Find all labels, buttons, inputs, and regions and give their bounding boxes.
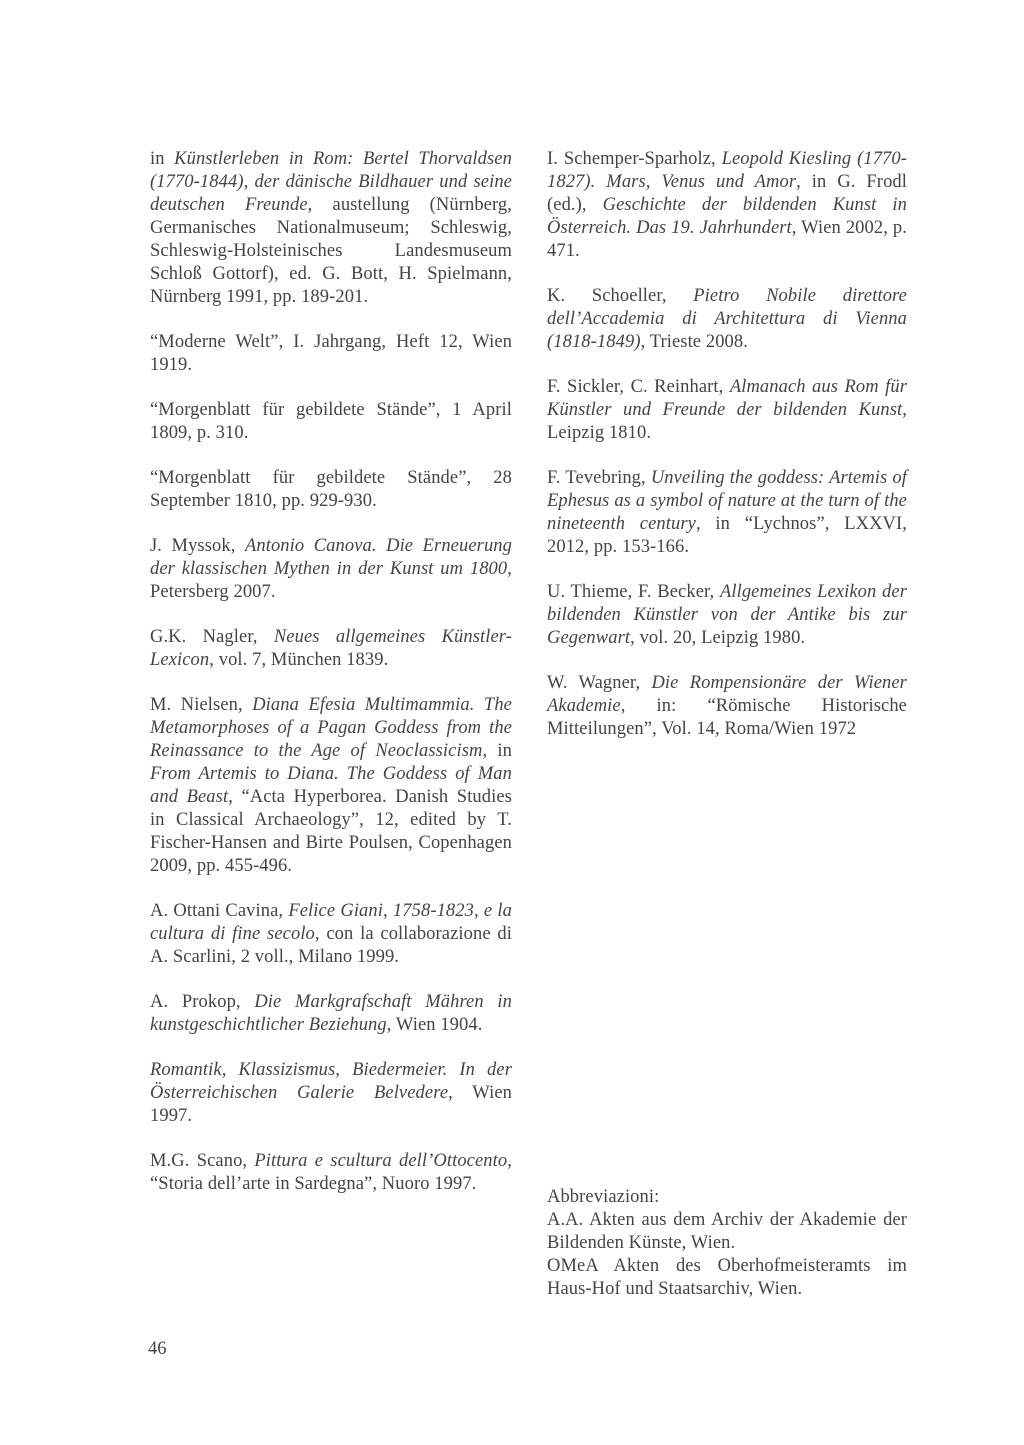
entry-text-segment: , vol. 20, Leipzig 1980. <box>630 628 806 648</box>
entry-title-segment: From Artemis to Diana. The Goddess of Man and Beast <box>150 764 512 807</box>
entry-text-segment: “Moderne Welt”, I. Jahrgang, Heft 12, Wien 1919. <box>150 332 512 375</box>
entry-title-segment: Geschichte der bildenden Kunst in Österreich. Das 19. Jahrhundert <box>547 195 907 238</box>
entry-title-segment: Felice Giani, 1758-1823, e la cultura di fine secolo <box>150 901 512 944</box>
entry-text-segment: G.K. Nagler, <box>150 627 274 647</box>
bibliography-entry <box>150 1059 512 1128</box>
bibliography-left-column <box>150 148 512 1218</box>
entry-text-segment: , in “Lychnos”, LXXVI, 2012, pp. 153-166. <box>547 514 907 557</box>
bibliography-entry <box>150 535 512 604</box>
entry-text-segment: , “Acta Hyperborea. Danish Studies in Classical Archaeology”, 12, edited by T. Fischer-Hansen and Birte Poulsen, Copenhagen 2009, pp. 455-496. <box>150 787 512 876</box>
abbreviations-heading: Abbreviazioni: <box>547 1187 660 1207</box>
bibliography-entry <box>150 467 512 513</box>
entry-title-segment: Künstlerleben in Rom: Bertel Thorvaldsen (1770-1844), der dänische Bildhauer und seine deutschen Freunde <box>150 149 512 215</box>
abbreviation-line: OMeA Akten des Oberhofmeisteramts im Haus-Hof und Staatsarchiv, Wien. <box>547 1256 907 1299</box>
entry-text-segment: M.G. Scano, <box>150 1151 255 1171</box>
entry-title-segment: Neues allgemeines Künstler-Lexicon <box>150 627 512 670</box>
entry-text-segment: , “Storia dell’arte in Sardegna”, Nuoro 1997. <box>150 1151 512 1194</box>
bibliography-entry <box>150 694 512 878</box>
bibliography-entry <box>150 991 512 1037</box>
entry-text-segment: , Wien 1997. <box>150 1083 512 1126</box>
entry-title-segment: Romantik, Klassizismus, Biedermeier. In der Österreichischen Galerie Belvedere <box>150 1060 512 1103</box>
bibliography-entry <box>150 148 512 309</box>
bibliography-entry <box>547 376 907 445</box>
bibliography-entry <box>547 672 907 741</box>
entry-text-segment: , in <box>482 741 512 761</box>
entry-text-segment: , vol. 7, München 1839. <box>209 650 389 670</box>
entry-text-segment: , Trieste 2008. <box>640 332 748 352</box>
entry-text-segment: A. Ottani Cavina, <box>150 901 289 921</box>
entry-text-segment: F. Tevebring, <box>547 468 651 488</box>
bibliography-right-column <box>547 148 907 763</box>
entry-text-segment: , Wien 2002, p. 471. <box>547 218 907 261</box>
entry-text-segment: , con la collaborazione di A. Scarlini, 2 voll., Milano 1999. <box>150 924 512 967</box>
entry-text-segment: “Morgenblatt für gebildete Stände”, 1 April 1809, p. 310. <box>150 400 512 443</box>
entry-title-segment: Diana Efesia Multimammia. The Metamorphoses of a Pagan Goddess from the Reinassance to the Age of Neoclassicism <box>150 695 512 761</box>
entry-title-segment: Die Rompensionäre der Wiener Akademie <box>547 673 907 716</box>
entry-text-segment: , austellung (Nürnberg, Germanisches Nationalmuseum; Schleswig, Schleswig-Holsteinisches Landesmuseum Schloß Gottorf), ed. G. Bott, H. Spielmann, Nürnberg 1991, pp. 189-201. <box>150 195 512 307</box>
entry-text-segment: A. Prokop, <box>150 992 255 1012</box>
entry-text-segment: M. Nielsen, <box>150 695 253 715</box>
entry-title-segment: Allgemeines Lexikon der bildenden Künstler von der Antike bis zur Gegenwart <box>547 582 907 648</box>
entry-title-segment: Antonio Canova. Die Erneuerung der klassischen Mythen in der Kunst um 1800 <box>150 536 512 579</box>
entry-text-segment: K. Schoeller, <box>547 286 694 306</box>
entry-text-segment: , in: “Römische Historische Mitteilungen”, Vol. 14, Roma/Wien 1972 <box>547 696 907 739</box>
bibliography-entry <box>150 1150 512 1196</box>
bibliography-entry <box>150 399 512 445</box>
entry-text-segment: I. Schemper-Sparholz, <box>547 149 722 169</box>
entry-text-segment: , Petersberg 2007. <box>150 559 512 602</box>
entry-text-segment: J. Myssok, <box>150 536 245 556</box>
bibliography-entry <box>150 626 512 672</box>
bibliography-entry <box>547 581 907 650</box>
entry-text-segment: , Wien 1904. <box>386 1015 483 1035</box>
entry-title-segment: Pittura e scultura dell’Ottocento <box>254 1151 508 1171</box>
entry-text-segment: “Morgenblatt für gebildete Stände”, 28 September 1810, pp. 929-930. <box>150 468 512 511</box>
entry-title-segment: Leopold Kiesling (1770-1827). Mars, Venus und Amor <box>547 149 908 192</box>
bibliography-entry <box>547 467 907 559</box>
entry-text-segment: in <box>150 149 175 169</box>
entry-text-segment: , in G. Frodl (ed.), <box>547 172 908 215</box>
entry-text-segment: F. Sickler, C. Reinhart, <box>547 377 730 397</box>
abbreviation-line: A.A. Akten aus dem Archiv der Akademie der Bildenden Künste, Wien. <box>547 1210 907 1253</box>
entry-title-segment: Pietro Nobile direttore dell’Accademia di Architettura di Vienna (1818-1849) <box>547 286 907 352</box>
bibliography-entry <box>547 285 907 354</box>
bibliography-entry <box>547 148 907 263</box>
bibliography-entry <box>150 900 512 969</box>
bibliography-entry <box>150 331 512 377</box>
page-number: 46 <box>148 1339 167 1359</box>
entry-title-segment: Unveiling the goddess: Artemis of Ephesus as a symbol of nature at the turn of the nineteenth century <box>547 468 907 534</box>
entry-text-segment: W. Wagner, <box>547 673 652 693</box>
entry-text-segment: , Leipzig 1810. <box>547 400 907 443</box>
entry-text-segment: U. Thieme, F. Becker, <box>547 582 720 602</box>
abbreviations-block <box>547 1186 907 1301</box>
entry-title-segment: Die Markgrafschaft Mähren in kunstgeschichtlicher Beziehung <box>150 992 512 1035</box>
entry-title-segment: Almanach aus Rom für Künstler und Freunde der bildenden Kunst <box>547 377 907 420</box>
